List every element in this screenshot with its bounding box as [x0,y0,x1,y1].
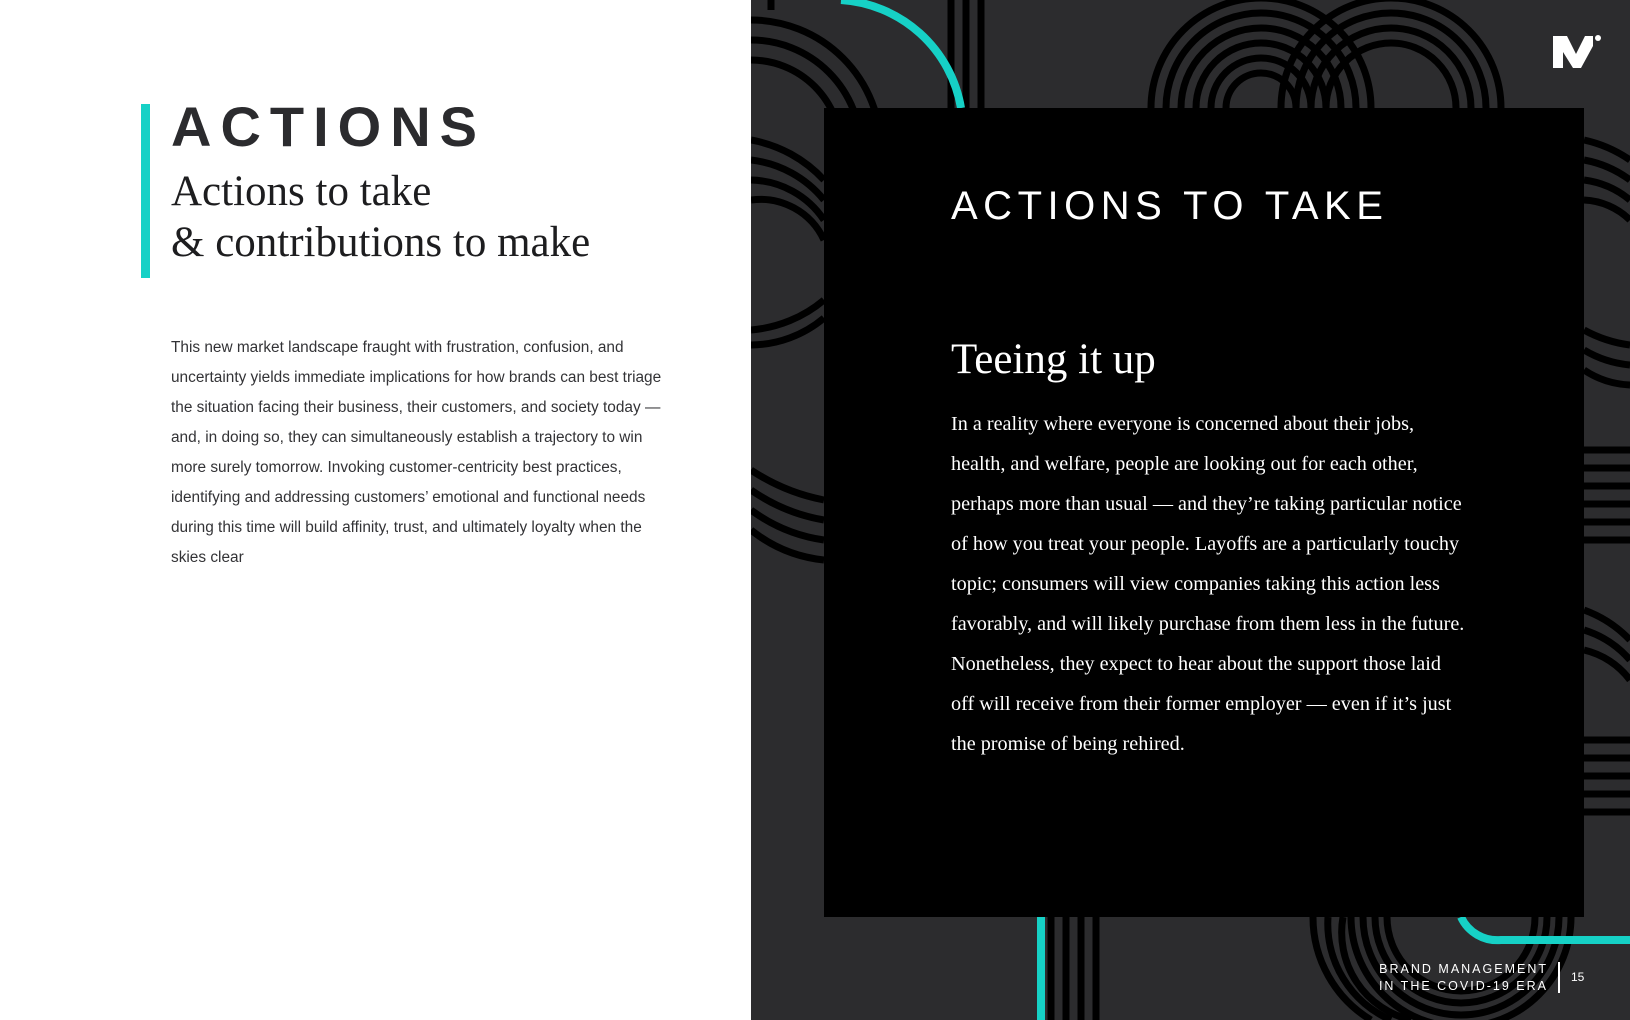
page-number: 15 [1571,970,1585,984]
footer-line-1: BRAND MANAGEMENT [1379,962,1548,976]
accent-bar [141,104,150,278]
subheading-line-1: Actions to take [171,168,432,215]
footer-line-2: IN THE COVID-19 ERA [1378,979,1548,993]
section-heading: ACTIONS [171,95,486,158]
brand-logo-icon [1551,32,1601,72]
card-title: ACTIONS TO TAKE [951,184,1389,228]
actions-card [824,108,1584,917]
subheading-line-2: & contributions to make [171,219,591,266]
section-subheading [171,166,731,268]
card-paragraph: In a reality where everyone is concerned about their jobs, health, and welfare, people are looking out for each other, perhaps more than usual — and they’re taking particular notice of how you treat your people. Layoffs are a particularly touchy topic; consumers will view companies taking this action less favorably, and will likely purchase from them less in the future. Nonetheless, they expect to hear about the support those laid off will receive from their former employer — even if it’s just the promise of being rehired. [951,413,1465,755]
card-subtitle: Teeing it up [951,336,1156,383]
left-panel [0,0,751,1020]
footer-divider [1558,962,1560,993]
right-panel [751,0,1630,1020]
intro-paragraph: This new market landscape fraught with frustration, confusion, and uncertainty yields immediate implications for how brands can best triage the situation facing their business, their customers, and society today — and, in doing so, they can simultaneously establish a trajectory to win more surely tomorrow. Invoking customer-centricity best practices, identifying and addressing customers’ emotional and functional needs during this time will build affinity, trust, and ultimately loyalty when the skies clear [171,339,662,566]
footer-title [1379,961,1548,995]
